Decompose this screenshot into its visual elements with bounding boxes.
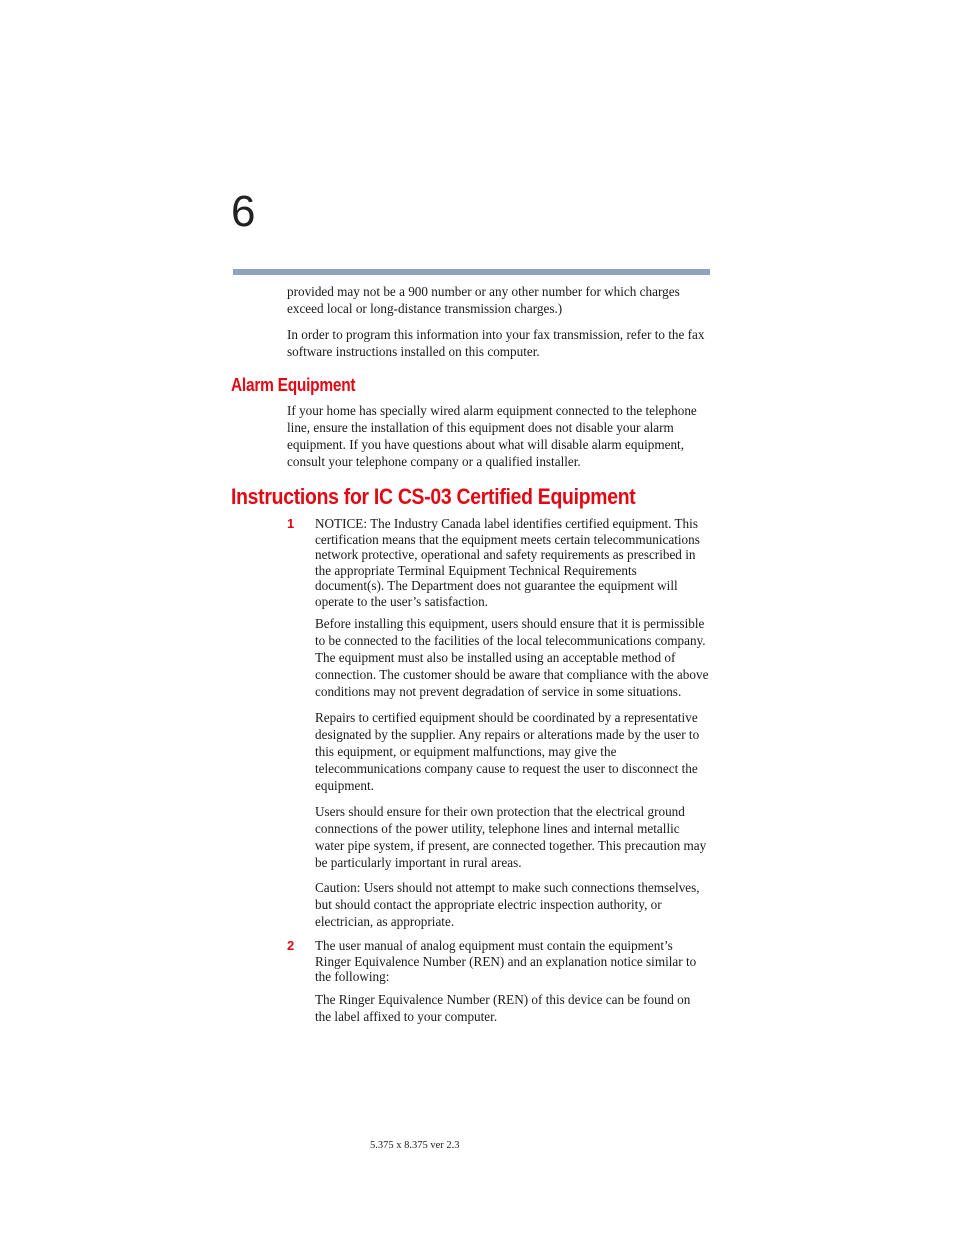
item1-paragraph-1: Before installing this equipment, users should ensure that it is permissible to be connected to the facilities of the local telecommunications company. The equipment must also be installed using an acceptable method of connection. The customer should be aware that compliance with the above conditions may not prevent degradation of service in some situations. <box>315 616 709 699</box>
alarm-paragraph: If your home has specially wired alarm equipment connected to the telephone line, ensure the installation of this equipment does not disable your alarm equipment. If you have questions about what will disable alarm equipment, consult your telephone company or a qualified installer. <box>287 403 697 469</box>
intro-paragraph-2: In order to program this information into your fax transmission, refer to the fax software instructions installed on this computer. <box>287 327 705 359</box>
intro-paragraph-1: provided may not be a 900 number or any other number for which charges exceed local or long-distance transmission charges.) <box>287 284 680 316</box>
section-heading-alarm: Alarm Equipment <box>231 375 356 395</box>
list-item-number: 2 <box>287 938 295 953</box>
item1-paragraph-2: Repairs to certified equipment should be coordinated by a representative designated by the supplier. Any repairs or alterations made by the user to this equipment, or equipment malfunctions, may give the telecommunications company cause to request the user to disconnect the equipment. <box>315 710 700 793</box>
list-item-text: NOTICE: The Industry Canada label identifies certified equipment. This certification means that the equipment meets certain telecommunications network protective, operational and safety requirements as prescribed in the appropriate Terminal Equipment Technical Requirements document(s). The Department does not guarantee the equipment will operate to the user’s satisfaction. <box>315 516 700 609</box>
section-heading-ic: Instructions for IC CS-03 Certified Equipment <box>231 484 636 509</box>
page-number: 6 <box>231 187 256 236</box>
footer-version: 5.375 x 8.375 ver 2.3 <box>370 1140 460 1151</box>
item2-paragraph-1: The Ringer Equivalence Number (REN) of this device can be found on the label affixed to your computer. <box>315 992 691 1024</box>
item1-paragraph-4: Caution: Users should not attempt to make such connections themselves, but should contact the appropriate electric inspection authority, or electrician, as appropriate. <box>315 880 700 929</box>
header-rule <box>233 269 710 275</box>
list-item-number: 1 <box>287 516 295 531</box>
item1-paragraph-3: Users should ensure for their own protection that the electrical ground connections of the power utility, telephone lines and internal metallic water pipe system, if present, are connected together. This precaution may be particularly important in rural areas. <box>315 804 707 870</box>
list-item-text: The user manual of analog equipment must contain the equipment’s Ringer Equivalence Number (REN) and an explanation notice similar to the following: <box>315 938 697 985</box>
